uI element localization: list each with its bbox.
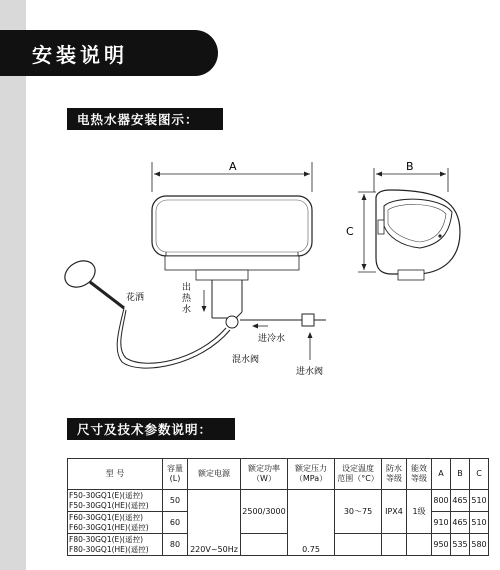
temp-cell-empty bbox=[335, 534, 382, 556]
a-cell: 950 bbox=[432, 534, 451, 556]
capacity-cell: 50 bbox=[163, 490, 188, 512]
capacity-cell: 80 bbox=[163, 534, 188, 556]
hot-outlet-label-2: 热 bbox=[182, 294, 192, 304]
col-a: A bbox=[432, 459, 451, 490]
table-header-row bbox=[68, 459, 489, 490]
dimension-b-label: B bbox=[406, 160, 414, 173]
power-cell-empty bbox=[241, 534, 288, 556]
c-cell: 510 bbox=[470, 512, 489, 534]
col-temp: 设定温度 范围（°C） bbox=[335, 459, 382, 490]
spec-table bbox=[67, 458, 489, 556]
waterproof-cell-empty bbox=[382, 534, 407, 556]
hot-outlet-label-1: 出 bbox=[182, 283, 192, 293]
col-c: C bbox=[470, 459, 489, 490]
inlet-valve-arrow bbox=[308, 332, 313, 360]
water-heater-side bbox=[376, 190, 460, 280]
efficiency-cell-empty bbox=[407, 534, 432, 556]
c-cell: 510 bbox=[470, 490, 489, 512]
a-cell: 910 bbox=[432, 512, 451, 534]
col-b: B bbox=[451, 459, 470, 490]
installation-diagram bbox=[0, 140, 500, 440]
page-title: 安装说明 bbox=[0, 30, 218, 76]
col-efficiency: 能效 等级 bbox=[407, 459, 432, 490]
model-cell: F80-30GQ1(E)(遥控) F80-30GQ1(HE)(遥控) bbox=[68, 534, 163, 556]
power-cell: 2500/3000 bbox=[241, 490, 288, 534]
dimension-a-label: A bbox=[229, 160, 237, 173]
c-cell: 580 bbox=[470, 534, 489, 556]
b-cell: 535 bbox=[451, 534, 470, 556]
table-row bbox=[68, 490, 489, 512]
b-cell: 465 bbox=[451, 512, 470, 534]
table-row bbox=[68, 534, 489, 556]
pressure-cell: 0.75 bbox=[288, 490, 335, 556]
capacity-cell: 60 bbox=[163, 512, 188, 534]
a-cell: 800 bbox=[432, 490, 451, 512]
waterproof-cell: IPX4 bbox=[382, 490, 407, 534]
dimension-b bbox=[374, 160, 448, 192]
shower-label: 花洒 bbox=[126, 293, 145, 303]
col-capacity: 容量 (L) bbox=[163, 459, 188, 490]
mixing-valve-icon bbox=[226, 316, 238, 328]
dimension-c-label: C bbox=[346, 225, 354, 238]
col-power: 额定功率 （W） bbox=[241, 459, 288, 490]
voltage-cell: 220V~50Hz bbox=[188, 490, 241, 556]
b-cell: 465 bbox=[451, 490, 470, 512]
mix-valve-label: 混水阀 bbox=[232, 355, 260, 365]
col-pressure: 额定压力 （MPa） bbox=[288, 459, 335, 490]
cold-water-arrow bbox=[252, 324, 268, 329]
dimension-c bbox=[346, 192, 376, 272]
efficiency-cell: 1级 bbox=[407, 490, 432, 534]
model-cell: F60-30GQ1(E)(遥控) F60-30GQ1(HE)(遥控) bbox=[68, 512, 163, 534]
hot-outlet-label-3: 水 bbox=[182, 305, 192, 315]
model-cell: F50-30GQ1(E)(遥控) F50-30GQ1(HE)(遥控) bbox=[68, 490, 163, 512]
dimension-a bbox=[152, 160, 312, 192]
col-waterproof: 防水 等级 bbox=[382, 459, 407, 490]
col-model: 型 号 bbox=[68, 459, 163, 490]
water-heater-front bbox=[152, 196, 312, 280]
inlet-valve-label: 进水阀 bbox=[296, 367, 324, 377]
section-title-specs: 尺寸及技术参数说明： bbox=[67, 418, 235, 440]
temp-cell: 30～75 bbox=[335, 490, 382, 534]
col-voltage: 额定电源 bbox=[188, 459, 241, 490]
hot-water-arrow bbox=[202, 290, 207, 312]
section-title-install: 电热水器安装图示： bbox=[67, 108, 223, 130]
cold-in-label: 进冷水 bbox=[258, 334, 286, 344]
